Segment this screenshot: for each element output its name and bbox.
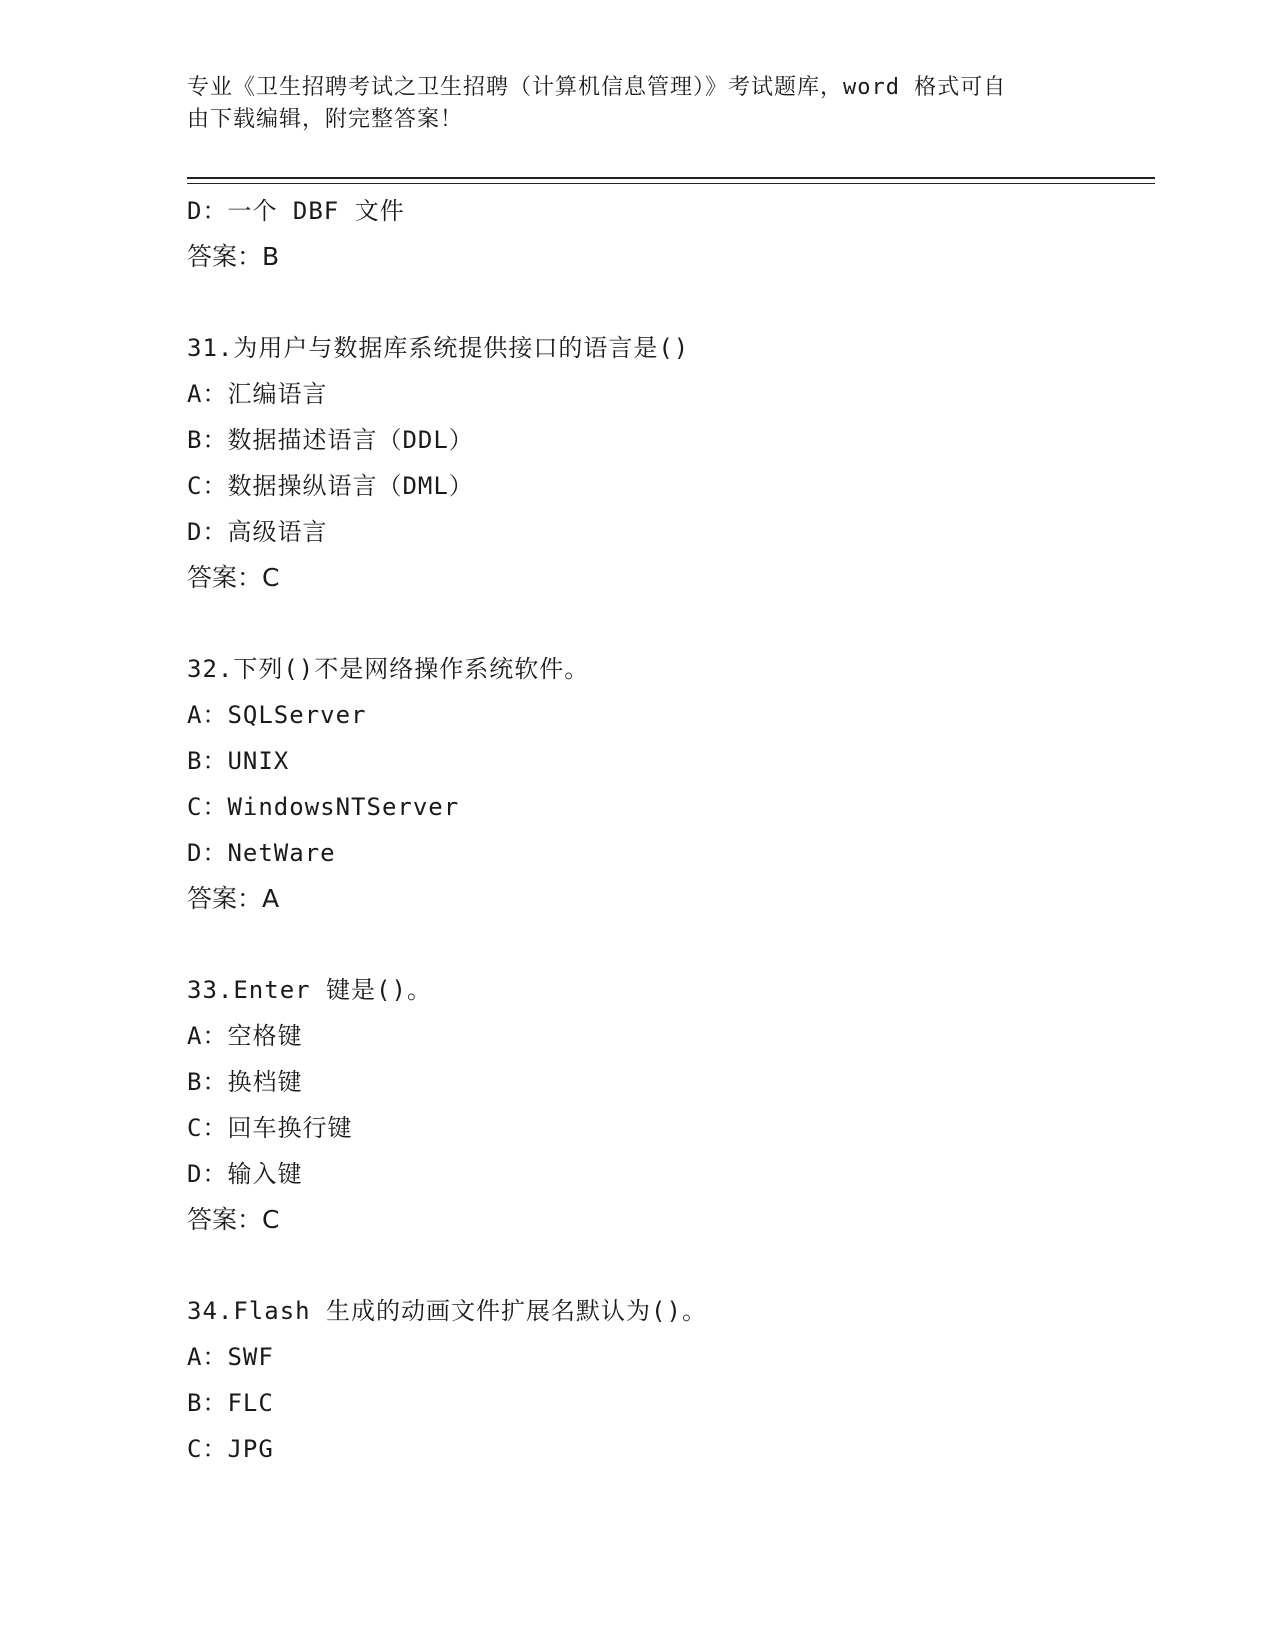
option-b: B：FLC (187, 1389, 274, 1417)
option-b: B：数据描述语言（DDL） (187, 426, 474, 454)
answer-line: 答案：C (187, 563, 280, 592)
question-stem: 31.为用户与数据库系统提供接口的语言是() (187, 334, 690, 362)
option-a: A：汇编语言 (187, 380, 328, 408)
question-32 (187, 646, 1147, 922)
question-33 (187, 967, 1147, 1243)
question-stem: 34.Flash 生成的动画文件扩展名默认为()。 (187, 1297, 707, 1325)
option-b: B：换档键 (187, 1068, 303, 1096)
answer-line: 答案：A (187, 884, 280, 913)
header-divider-thick (187, 177, 1155, 179)
question-31 (187, 325, 1147, 601)
spacer (187, 922, 1147, 967)
question-list (187, 188, 1147, 1472)
previous-question-tail (187, 188, 1147, 280)
spacer (187, 601, 1147, 646)
header-line-1: 专业《卫生招聘考试之卫生招聘（计算机信息管理）》考试题库，word 格式可自 (187, 75, 1007, 100)
header-divider-thin (187, 183, 1155, 184)
answer-line: 答案：B (187, 242, 280, 271)
option-a: A：空格键 (187, 1022, 303, 1050)
option-d: D：NetWare (187, 839, 336, 867)
option-c: C：回车换行键 (187, 1114, 353, 1142)
option-d: D：高级语言 (187, 518, 328, 546)
option-d: D：一个 DBF 文件 (187, 197, 405, 225)
option-d: D：输入键 (187, 1160, 303, 1188)
answer-line: 答案：C (187, 1205, 280, 1234)
option-a: A：SQLServer (187, 701, 367, 729)
question-stem: 33.Enter 键是()。 (187, 976, 432, 1004)
option-c: C：WindowsNTServer (187, 793, 460, 821)
option-c: C：数据操纵语言（DML） (187, 472, 474, 500)
question-stem: 32.下列()不是网络操作系统软件。 (187, 655, 590, 683)
option-c: C：JPG (187, 1435, 274, 1463)
option-a: A：SWF (187, 1343, 274, 1371)
document-header (187, 72, 1087, 136)
option-b: B：UNIX (187, 747, 290, 775)
spacer (187, 280, 1147, 325)
header-line-2: 由下载编辑，附完整答案！ (187, 107, 464, 132)
spacer (187, 1243, 1147, 1288)
question-34 (187, 1288, 1147, 1472)
